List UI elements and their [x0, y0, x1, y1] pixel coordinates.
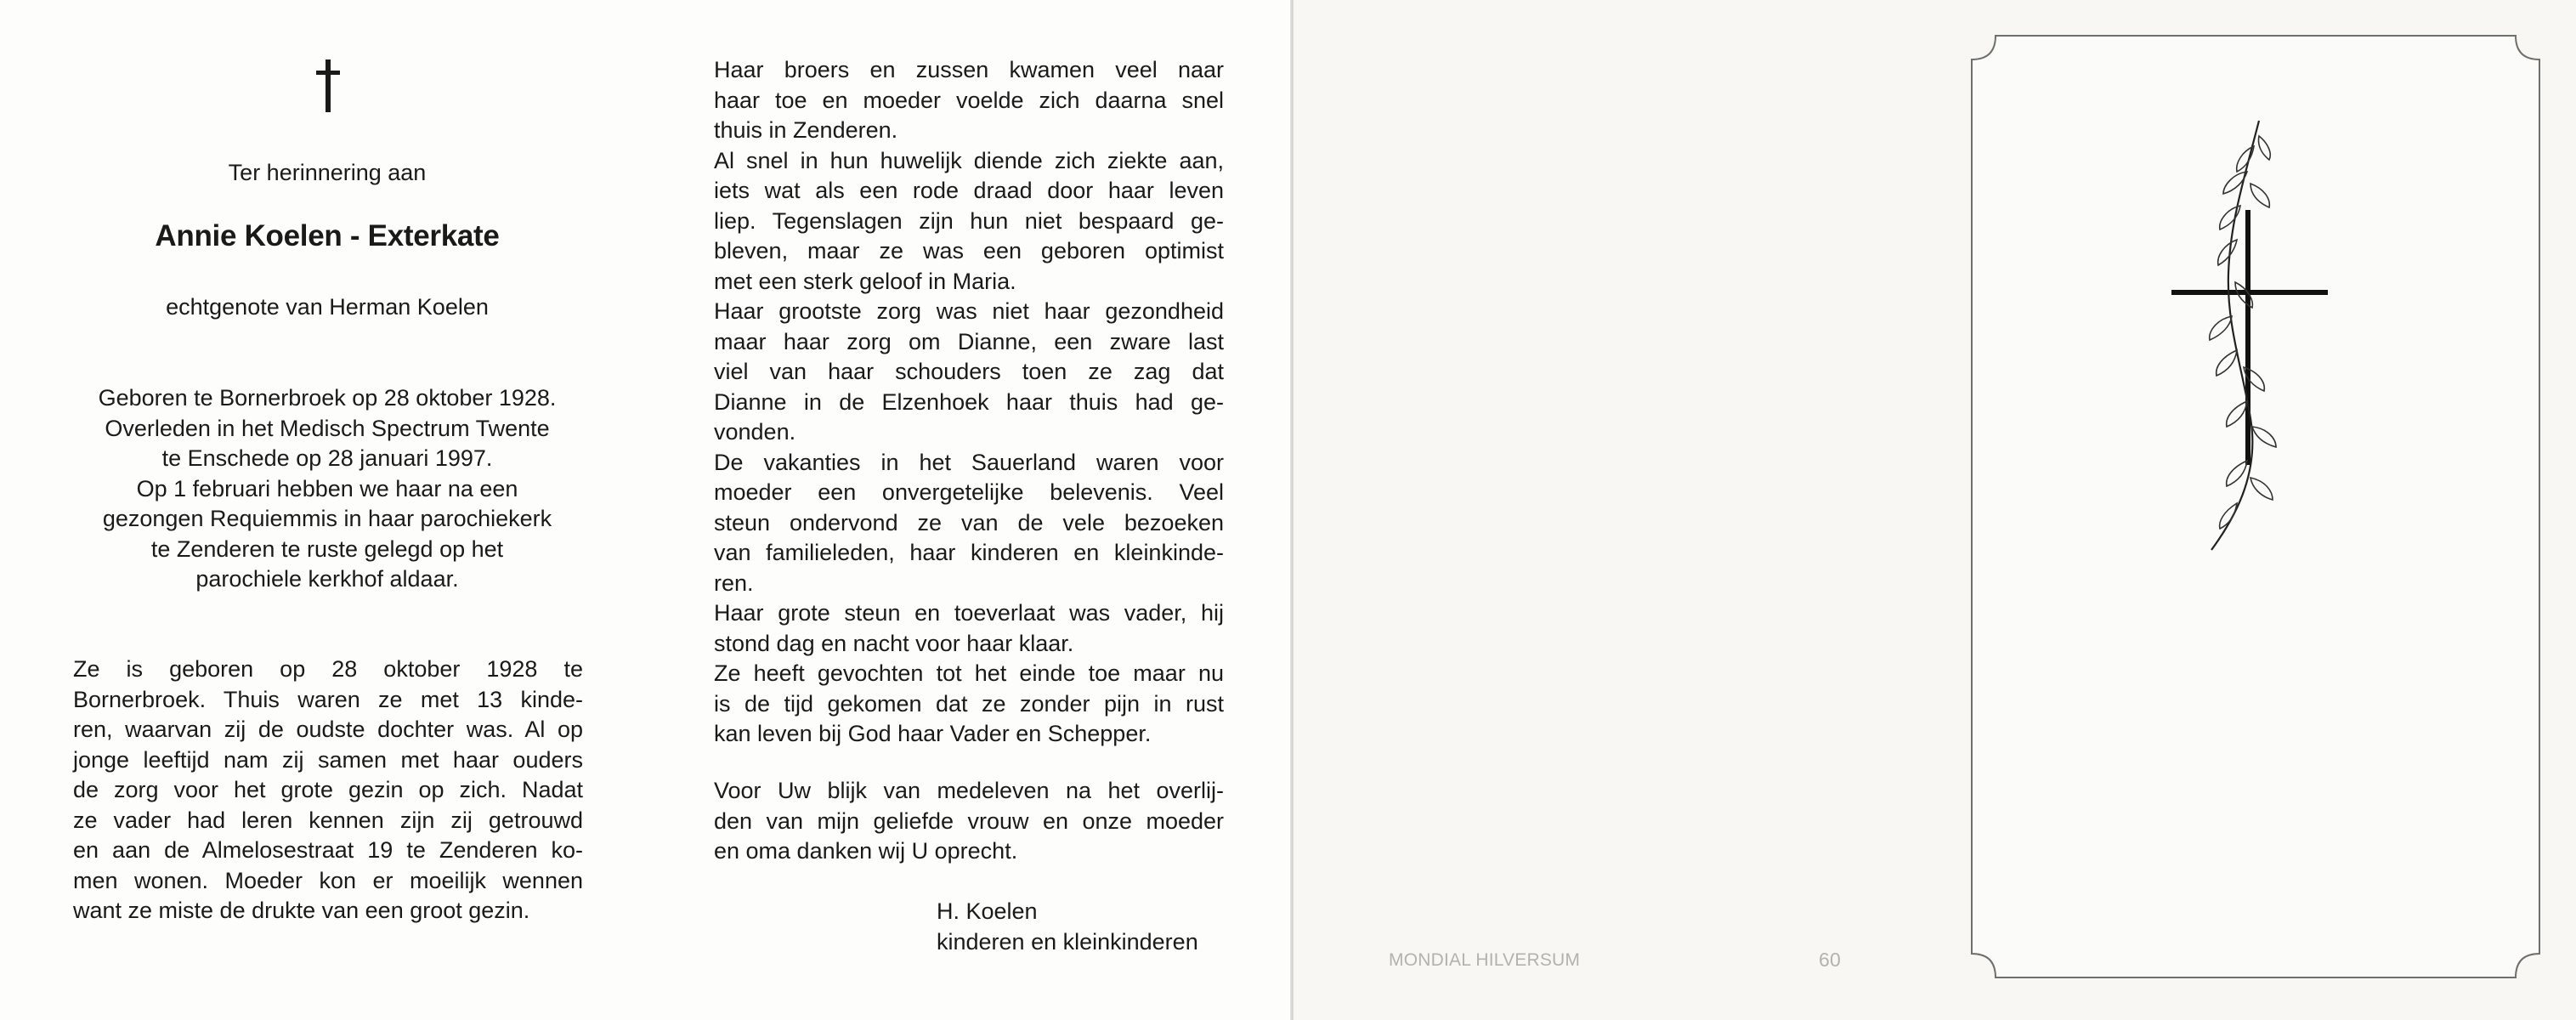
signature-block: [937, 897, 1226, 957]
bio-line: Bornerbroek. Thuis waren ze met 13 kinde-: [73, 686, 583, 712]
inner-right-panel: [654, 0, 1292, 1020]
back-panel: [1294, 0, 1939, 1020]
in-memory-text: Ter herinnering aan: [228, 160, 427, 185]
thanks-line: en oma danken wij U oprecht.: [714, 838, 1018, 864]
imprint-text: MONDIAL HILVERSUM: [1389, 950, 1581, 970]
thanks-line: Voor Uw blijk van medeleven na het overlij-: [714, 778, 1224, 803]
story-line: maar haar zorg om Dianne, een zware last: [714, 328, 1224, 354]
bio-line: jonge leeftijd nam zij samen met haar ouders: [73, 746, 583, 773]
deceased-name-text: Annie Koelen - Exterkate: [155, 219, 500, 252]
story-line: Al snel in hun huwelijk diende zich ziekte aan,: [714, 147, 1224, 173]
bio-line: ren, waarvan zij de oudste dochter was. Al op: [73, 717, 583, 742]
story-line: Dianne in de Elzenhoek haar thuis had ge-: [714, 388, 1224, 415]
story-line: moeder een onvergetelijke belevenis. Veel: [714, 479, 1224, 505]
facts-line: te Enschede op 28 januari 1997.: [161, 445, 493, 471]
story-line: bleven, maar ze was een geboren optimist: [714, 238, 1224, 264]
facts-line: gezongen Requiemmis in haar parochiekerk: [102, 506, 552, 531]
bio-line: de zorg voor het grote gezin op zich. Nadat: [73, 777, 583, 802]
story-line: thuis in Zenderen.: [714, 117, 898, 143]
facts-line: Geboren te Bornerbroek op 28 oktober 1928.: [98, 385, 557, 411]
card-number: 60: [1819, 949, 1841, 971]
story-line: iets wat als een rode draad door haar leven: [714, 178, 1224, 203]
story-line: vonden.: [714, 419, 796, 445]
story-block: [714, 55, 1224, 750]
story-line: Haar grootste zorg was niet haar gezondheid: [714, 298, 1224, 324]
facts-block: [34, 383, 620, 595]
story-line: steun ondervond ze van de vele bezoeken: [714, 509, 1224, 536]
thanks-block: [714, 776, 1224, 867]
cross-icon: [286, 41, 371, 126]
bio-line: want ze miste de drukte van een groot gezin.: [73, 898, 530, 923]
spouse-line: [68, 292, 586, 323]
story-line: Haar broers en zussen kwamen veel naar: [714, 57, 1224, 82]
signature-line: H. Koelen: [937, 898, 1038, 924]
bio-line: men wonen. Moeder kon er moeilijk wennen: [73, 867, 583, 893]
spouse-text: echtgenote van Herman Koelen: [166, 294, 489, 320]
bio-line: Ze is geboren op 28 oktober 1928 te: [73, 656, 583, 682]
story-line: stond dag en nacht voor haar klaar.: [714, 630, 1074, 656]
story-line: viel van haar schouders toen ze zag dat: [714, 359, 1224, 384]
in-memory-heading: [68, 158, 586, 189]
story-line: met een sterk geloof in Maria.: [714, 268, 1016, 294]
facts-line: te Zenderen te ruste gelegd op het: [150, 536, 504, 562]
signature-line: kinderen en kleinkinderen: [937, 928, 1198, 955]
cross-with-olive-branch-icon: [2159, 112, 2346, 571]
story-line: kan leven bij God haar Vader en Schepper.: [714, 721, 1152, 746]
story-line: liep. Tegenslagen zijn hun niet bespaard ge-: [714, 207, 1224, 234]
deceased-name: [34, 221, 620, 252]
thanks-line: den van mijn geliefde vrouw en onze moeder: [714, 808, 1224, 834]
story-line: is de tijd gekomen dat ze zonder pijn in rust: [714, 690, 1224, 717]
bio-line: en aan de Almelosestraat 19 te Zenderen ko-: [73, 837, 583, 863]
story-line: haar toe en moeder voelde zich daarna snel: [714, 87, 1224, 113]
biography-block: [73, 654, 583, 926]
facts-line: Op 1 februari hebben we haar na een: [136, 475, 518, 502]
bio-line: ze vader had leren kennen zijn zij getrouwd: [73, 807, 583, 833]
story-line: van familieleden, haar kinderen en kleinkinde-: [714, 540, 1224, 565]
story-line: ren.: [714, 570, 754, 596]
inner-left-panel: [0, 0, 654, 1020]
story-line: Haar grote steun en toeverlaat was vader, hij: [714, 600, 1224, 626]
story-line: De vakanties in het Sauerland waren voor: [714, 449, 1224, 475]
facts-line: Overleden in het Medisch Spectrum Twente: [105, 415, 550, 441]
story-line: Ze heeft gevochten tot het einde toe maar nu: [714, 660, 1224, 686]
facts-line: parochiele kerkhof aldaar.: [195, 566, 459, 592]
